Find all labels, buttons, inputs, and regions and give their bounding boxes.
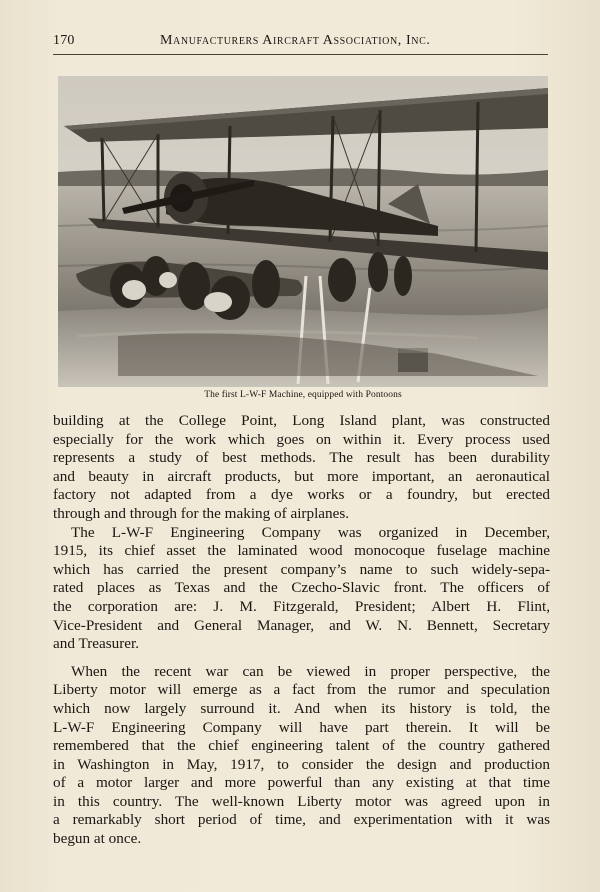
seaplane-photo <box>58 76 548 387</box>
paragraph-1 <box>53 412 550 524</box>
text-line: which now largely surround it. And when its history is told, the <box>53 699 550 717</box>
text-line: 1915, its chief asset the laminated wood monocoque fuselage machine <box>53 542 550 560</box>
text-line: begun at once. <box>53 830 142 848</box>
text-line: represents a study of best methods. The result has been durability <box>53 449 550 467</box>
text-line: rated places as Texas and the Czecho-Slavic front. The officers of <box>53 579 550 597</box>
text-line: especially for the work which goes on within it. Every process used <box>53 430 550 448</box>
header-rule <box>53 54 548 55</box>
text-line: The L-W-F Engineering Company was organized in December, <box>71 523 550 541</box>
figure-caption: The first L-W-F Machine, equipped with Pontoons <box>204 390 402 400</box>
text-line: which has carried the present company’s name to such widely-sepa- <box>53 560 550 578</box>
text-line: and beauty in aircraft products, but more important, an aeronautical <box>53 467 550 485</box>
text-line: building at the College Point, Long Island plant, was constructed <box>53 412 550 429</box>
paragraph-2 <box>53 524 550 654</box>
paragraph-3 <box>53 663 550 849</box>
text-line: in Washington in May, 1917, to consider the design and production <box>53 755 550 773</box>
running-head: Manufacturers Aircraft Association, Inc. <box>160 33 431 48</box>
text-line: a remarkably short period of time, and experimentation with it was <box>53 811 550 829</box>
text-line: the corporation are: J. M. Fitzgerald, President; Albert H. Flint, <box>53 597 550 615</box>
text-line: factory not adapted from a dye works or a foundry, but erected <box>53 486 550 504</box>
text-line: Liberty motor will emerge as a fact from the rumor and speculation <box>53 681 550 699</box>
text-line: of a motor larger and more powerful than any existing at that time <box>53 774 550 792</box>
text-line: When the recent war can be viewed in proper perspective, the <box>71 662 550 680</box>
text-line: through and through for the making of airplanes. <box>53 504 350 522</box>
text-line: L-W-F Engineering Company will have part therein. It will be <box>53 718 550 736</box>
text-line: Vice-President and General Manager, and W. N. Bennett, Secretary <box>53 616 550 634</box>
text-line: in this country. The well-known Liberty motor was agreed upon in <box>53 792 550 810</box>
text-line: and Treasurer. <box>53 635 140 653</box>
body-text <box>53 412 550 849</box>
page-number: 170 <box>53 33 75 48</box>
text-line: remembered that the chief engineering talent of the country gathered <box>53 737 550 755</box>
